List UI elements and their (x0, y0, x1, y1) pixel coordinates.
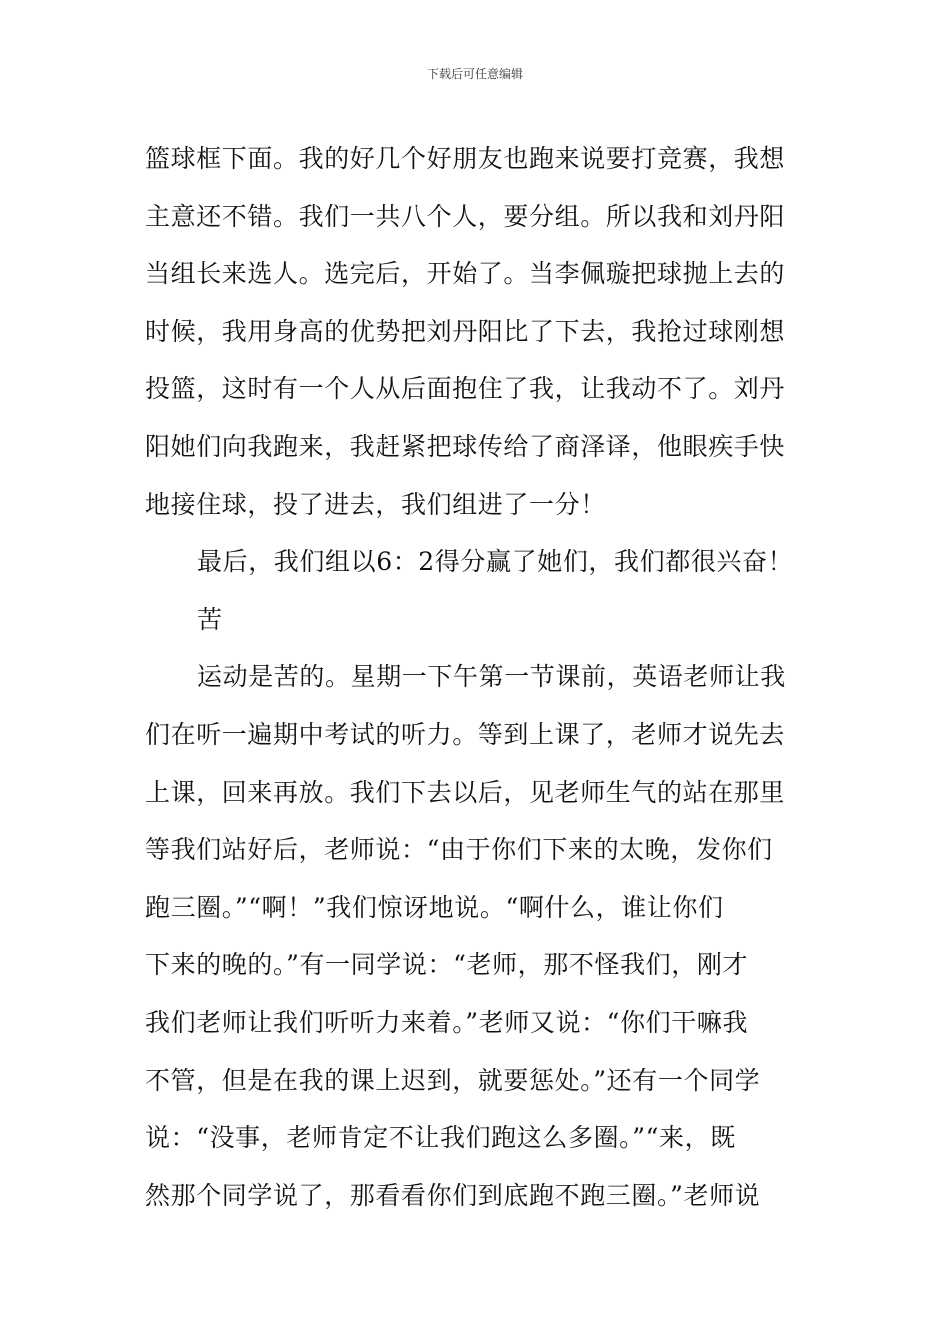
document-body (145, 130, 807, 1224)
text-line: 等我们站好后，老师说：“由于你们下来的太晚，发你们 (145, 835, 773, 865)
text-line: 我们老师让我们听听力来着。”老师又说：“你们干嘛我 (145, 1007, 749, 1037)
text-line: 篮球框下面。我的好几个好朋友也跑来说要打竞赛，我想 (145, 144, 786, 173)
paragraph-start-line: 最后，我们组以6：2得分赢了她们，我们都很兴奋！ (197, 547, 794, 577)
paragraph-start-line: 运动是苦的。星期一下午第一节课前，英语老师让我 (197, 662, 786, 692)
text-line: 不管，但是在我的课上迟到，就要惩处。”还有一个同学 (145, 1065, 761, 1095)
text-line: 下来的晚的。”有一同学说：“老师，那不怪我们，刚才 (145, 950, 749, 980)
page-header: 下载后可任意编辑 (426, 67, 523, 81)
text-line: 们在听一遍期中考试的听力。等到上课了，老师才说先去 (145, 719, 786, 749)
text-line: 主意还不错。我们一共八个人，要分组。所以我和刘丹阳 (145, 201, 786, 231)
text-line: 时候，我用身高的优势把刘丹阳比了下去，我抢过球刚想 (145, 316, 786, 346)
text-line: 当组长来选人。选完后，开始了。当李佩璇把球抛上去的 (145, 259, 786, 289)
text-line: 然那个同学说了，那看看你们到底跑不跑三圈。”老师说 (145, 1180, 761, 1210)
text-line: 地接住球，投了进去，我们组进了一分！ (145, 489, 606, 519)
text-line: 说：“没事，老师肯定不让我们跑这么多圈。”“来，既 (145, 1123, 736, 1153)
text-line: 投篮，这时有一个人从后面抱住了我，让我动不了。刘丹 (145, 374, 786, 404)
text-line: 跑三圈。”“啊！”我们惊讶地说。“啊什么，谁让你们 (145, 892, 724, 922)
section-heading: 苦 (197, 604, 223, 634)
text-line: 阳她们向我跑来，我赶紧把球传给了商泽译，他眼疾手快 (145, 431, 786, 461)
text-line: 上课，回来再放。我们下去以后，见老师生气的站在那里 (145, 777, 786, 807)
